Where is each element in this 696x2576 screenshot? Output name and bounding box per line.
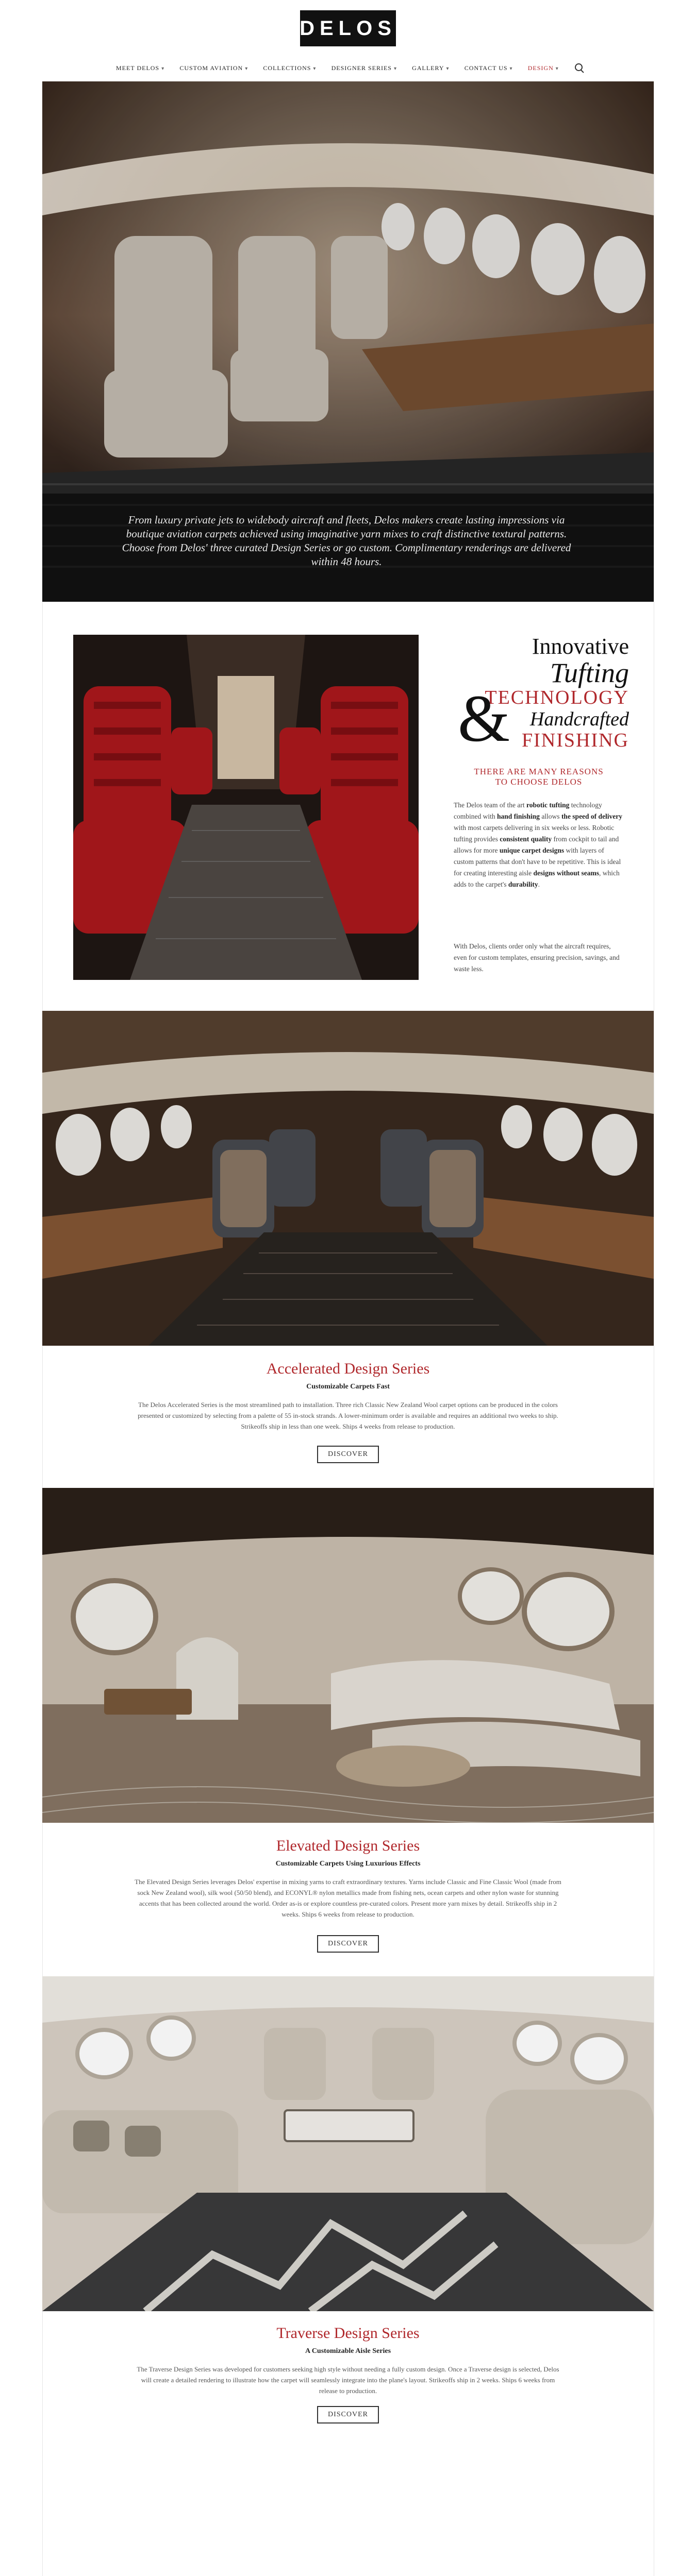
traverse-cabin-image	[42, 1976, 654, 2311]
red-seats-illustration	[73, 635, 419, 980]
nav-gallery[interactable]	[412, 64, 449, 72]
nav-label: MEET DELOS	[116, 64, 160, 72]
nav-label: DESIGN	[527, 64, 554, 72]
nav-label: COLLECTIONS	[263, 64, 311, 72]
ampersand: &	[458, 682, 510, 756]
traverse-discover-button[interactable]: DISCOVER	[317, 2406, 379, 2424]
reasons-paragraph: The Delos team of the art robotic tufting technology combined with hand finishing allows the speed of delivery with most carpets delivering in six weeks or less. Robotic tufting provides consistent quality from cockpit to tail and allows for more unique carpet designs with layers of custom patterns that don't have to be repetitive. This is ideal for creating interesting aisle designs without seams, which adds to the carpet's durability.	[454, 801, 623, 888]
reasons-paragraph-2: With Delos, clients order only what the aircraft requires, even for custom templates, ensuring precision, savings, and waste less.	[454, 942, 620, 973]
search-icon[interactable]	[574, 62, 585, 74]
elevated-illustration	[42, 1488, 654, 1823]
elevated-lounge-image	[42, 1488, 654, 1823]
accelerated-title: Accelerated Design Series	[266, 1360, 430, 1377]
accelerated-subtitle: Customizable Carpets Fast	[306, 1383, 390, 1391]
chevron-down-icon: ▾	[393, 65, 397, 72]
delos-logo[interactable]: DELOS	[300, 10, 396, 46]
nav-designer-series[interactable]	[332, 64, 397, 72]
nav-design[interactable]	[528, 64, 559, 72]
innovative-line: Innovative	[532, 634, 629, 659]
chevron-down-icon: ▾	[161, 65, 165, 72]
traverse-title: Traverse Design Series	[276, 2325, 420, 2342]
traverse-body: The Traverse Design Series was developed for customers seeking high style without needing a fully custom design. Once a Traverse design is selected, Delos will create a detailed rendering to illustrate how the carpet will seamlessly integrate into the plane's layout. Strikeoffs ship in 2 weeks. Ships 6 weeks from release to production.	[137, 2365, 559, 2395]
site-header	[0, 0, 696, 81]
reasons-heading-line: THERE ARE MANY REASONS	[474, 767, 604, 776]
nav-meet-delos[interactable]	[116, 64, 164, 72]
accelerated-discover-button[interactable]: DISCOVER	[317, 1446, 379, 1463]
accelerated-body: The Delos Accelerated Series is the most streamlined path to installation. Three rich Classic New Zealand Wool carpet options can be produced in the colors presented or customized by selecting from a palette of 55 in-stock strands. A lower-minimum order is available and requires an additional two weeks to ship. Strikeoffs ship in less than one week. Ships 4 weeks from release to production.	[138, 1401, 558, 1430]
elevated-discover-button[interactable]: DISCOVER	[317, 1935, 379, 1953]
traverse-illustration	[42, 1976, 654, 2311]
accelerated-illustration	[42, 1011, 654, 1346]
elevated-body: The Elevated Design Series leverages Delos' expertise in mixing yarns to craft extraordinary textures. Yarns include Classic and Fine Classic Wool (made from sock New Zealand wool), silk wool (50/50 blend), and ECONYL® nylon metallics made from fishing nets, ocean carpets and other nylon waste for stunning accents that has been collected around the world. Order as-is or explore countless pre-curated colors. Present more yarn mixes by detail. Strikeoffs ship in 2 weeks. Ships 6 weeks from release to production.	[135, 1878, 561, 1918]
handcrafted-line: Handcrafted	[529, 708, 629, 730]
red-seats-cabin-image	[73, 635, 419, 980]
nav-label: CONTACT US	[464, 64, 508, 72]
chevron-down-icon: ▾	[446, 65, 450, 72]
chevron-down-icon: ▾	[509, 65, 513, 72]
chevron-down-icon: ▾	[555, 65, 559, 72]
accelerated-cabin-image	[42, 1011, 654, 1346]
elevated-title: Elevated Design Series	[276, 1837, 420, 1854]
reasons-heading	[454, 767, 624, 787]
nav-label: DESIGNER SERIES	[331, 64, 392, 72]
main-nav	[116, 61, 585, 75]
elevated-subtitle: Customizable Carpets Using Luxurious Effects	[275, 1860, 421, 1868]
nav-label: CUSTOM AVIATION	[179, 64, 243, 72]
tufting-line: Tufting	[550, 657, 629, 688]
nav-collections[interactable]	[263, 64, 316, 72]
hero-cabin-image	[42, 81, 654, 602]
chevron-down-icon: ▾	[313, 65, 317, 72]
traverse-subtitle: A Customizable Aisle Series	[305, 2347, 391, 2355]
innovative-heading	[443, 634, 629, 756]
nav-custom-aviation[interactable]	[179, 64, 248, 72]
hero-caption: From luxury private jets to widebody aircraft and fleets, Delos makers create lasting impressions via boutique aviation carpets achieved using imaginative yarn mixes to craft distinctive textural patterns. Choose from Delos' three curated Design Series or go custom. Complimentary renderings are delivered within 48 hours.	[122, 514, 571, 568]
finishing-line: FINISHING	[522, 730, 629, 751]
nav-contact-us[interactable]	[465, 64, 513, 72]
chevron-down-icon: ▾	[245, 65, 248, 72]
technology-line: TECHNOLOGY	[485, 687, 629, 708]
reasons-heading-line: TO CHOOSE DELOS	[495, 777, 583, 787]
nav-label: GALLERY	[412, 64, 444, 72]
